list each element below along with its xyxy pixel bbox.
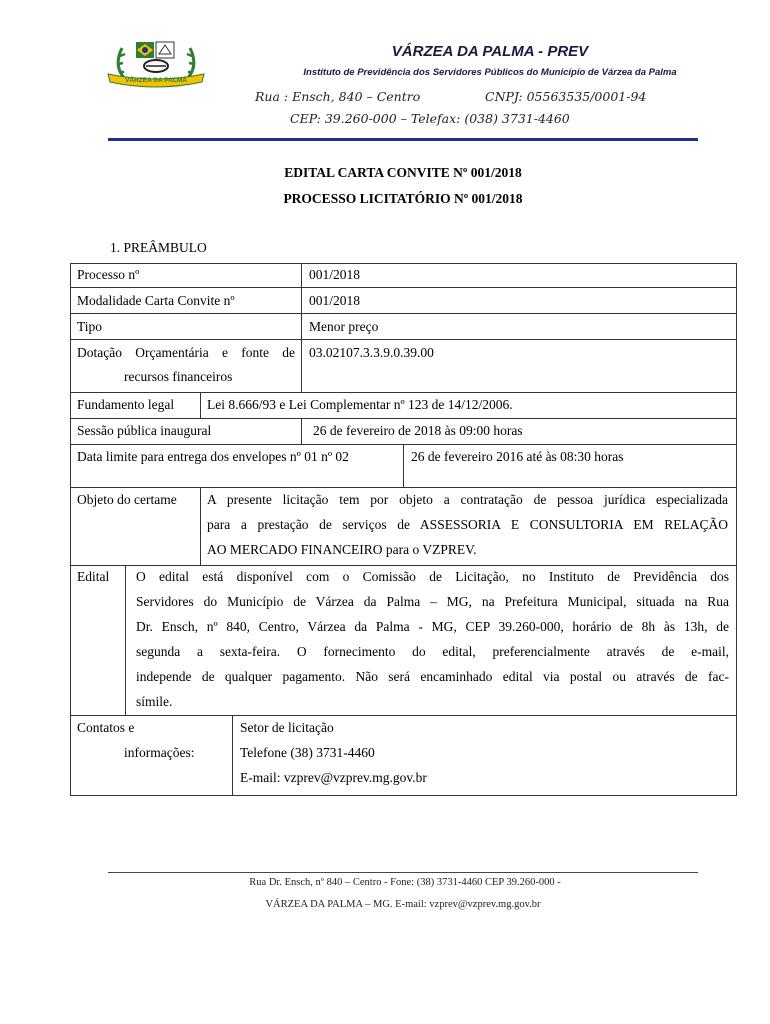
dotacao-label-line1: Dotação Orçamentária e fonte de (77, 345, 295, 360)
processo-value: 001/2018 (309, 267, 361, 282)
institute-logo (106, 38, 206, 90)
header-divider (108, 138, 698, 141)
dotacao-label-line2: recursos financeiros (124, 369, 233, 384)
data-limite-value: 26 de fevereiro 2016 até às 08:30 horas (411, 449, 624, 464)
footer-city-email: VÁRZEA DA PALMA – MG. E-mail: vzprev@vzprev.mg.gov.br (265, 899, 541, 910)
org-name: VÁRZEA DA PALMA - PREV (391, 43, 589, 60)
org-cep-phone: CEP: 39.260-000 – Telefax: (038) 3731-4460 (290, 111, 570, 126)
objeto-line: A presente licitação tem por objeto a contratação de pessoa jurídica especializada (207, 492, 728, 507)
tipo-value: Menor preço (309, 319, 379, 334)
edital-line: Servidores do Município de Várzea da Palma – MG, na Prefeitura Municipal, situada na Rua (136, 594, 729, 609)
edital-line: segunda a sexta-feira. O fornecimento do edital, preferencialmente através de e-mail, (136, 644, 729, 659)
modalidade-value: 001/2018 (309, 293, 361, 308)
edital-line: O edital está disponível com o Comissão de Licitação, no Instituto de Previdência dos (136, 569, 729, 584)
objeto-line: AO MERCADO FINANCEIRO para o VZPREV. (207, 542, 477, 557)
contatos-label-line1: Contatos e (77, 720, 135, 735)
logo-banner-text: VÁRZEA DA PALMA (125, 77, 187, 84)
document-subtitle: PROCESSO LICITATÓRIO Nº 001/2018 (283, 191, 523, 206)
contatos-setor: Setor de licitação (240, 720, 334, 735)
edital-line: símile. (136, 694, 173, 709)
edital-line: independe de qualquer pagamento. Não será encaminhado edital via postal ou através de fac- (136, 669, 729, 684)
footer-address: Rua Dr. Ensch, nº 840 – Centro - Fone: (38) 3731-4460 CEP 39.260-000 - (249, 877, 561, 888)
footer-divider (108, 872, 698, 873)
contatos-telefone: Telefone (38) 3731-4460 (240, 745, 375, 760)
preamble-table (70, 263, 737, 796)
modalidade-label: Modalidade Carta Convite nº (77, 293, 235, 308)
contatos-label-line2: informações: (124, 745, 195, 760)
sessao-value: 26 de fevereiro de 2018 às 09:00 horas (313, 423, 523, 438)
section-heading: 1. PREÂMBULO (110, 240, 207, 255)
document-title: EDITAL CARTA CONVITE Nº 001/2018 (284, 165, 522, 180)
org-cnpj: CNPJ: 05563535/0001-94 (485, 89, 647, 104)
objeto-label: Objeto do certame (77, 492, 177, 507)
data-limite-label: Data limite para entrega dos envelopes nº 01 nº 02 (77, 449, 349, 464)
org-address: Rua : Ensch, 840 – Centro (255, 89, 421, 104)
objeto-line: para a prestação de serviços de ASSESSORIA E CONSULTORIA EM RELAÇÃO (207, 517, 728, 532)
fundamento-label: Fundamento legal (77, 397, 175, 412)
org-subtitle: Instituto de Previdência dos Servidores Públicos do Município de Várzea da Palma (303, 67, 677, 78)
processo-label: Processo nº (77, 267, 140, 282)
sessao-label: Sessão pública inaugural (77, 423, 212, 438)
dotacao-value: 03.02107.3.3.9.0.39.00 (309, 345, 434, 360)
edital-line: Dr. Ensch, nº 840, Centro, Várzea da Palma - MG, CEP 39.260-000, horário de 8h às 13h, de (136, 619, 729, 634)
contatos-email[interactable]: E-mail: vzprev@vzprev.mg.gov.br (240, 770, 427, 785)
tipo-label: Tipo (77, 319, 103, 334)
edital-label: Edital (77, 569, 110, 584)
fundamento-value: Lei 8.666/93 e Lei Complementar nº 123 de 14/12/2006. (207, 397, 513, 412)
